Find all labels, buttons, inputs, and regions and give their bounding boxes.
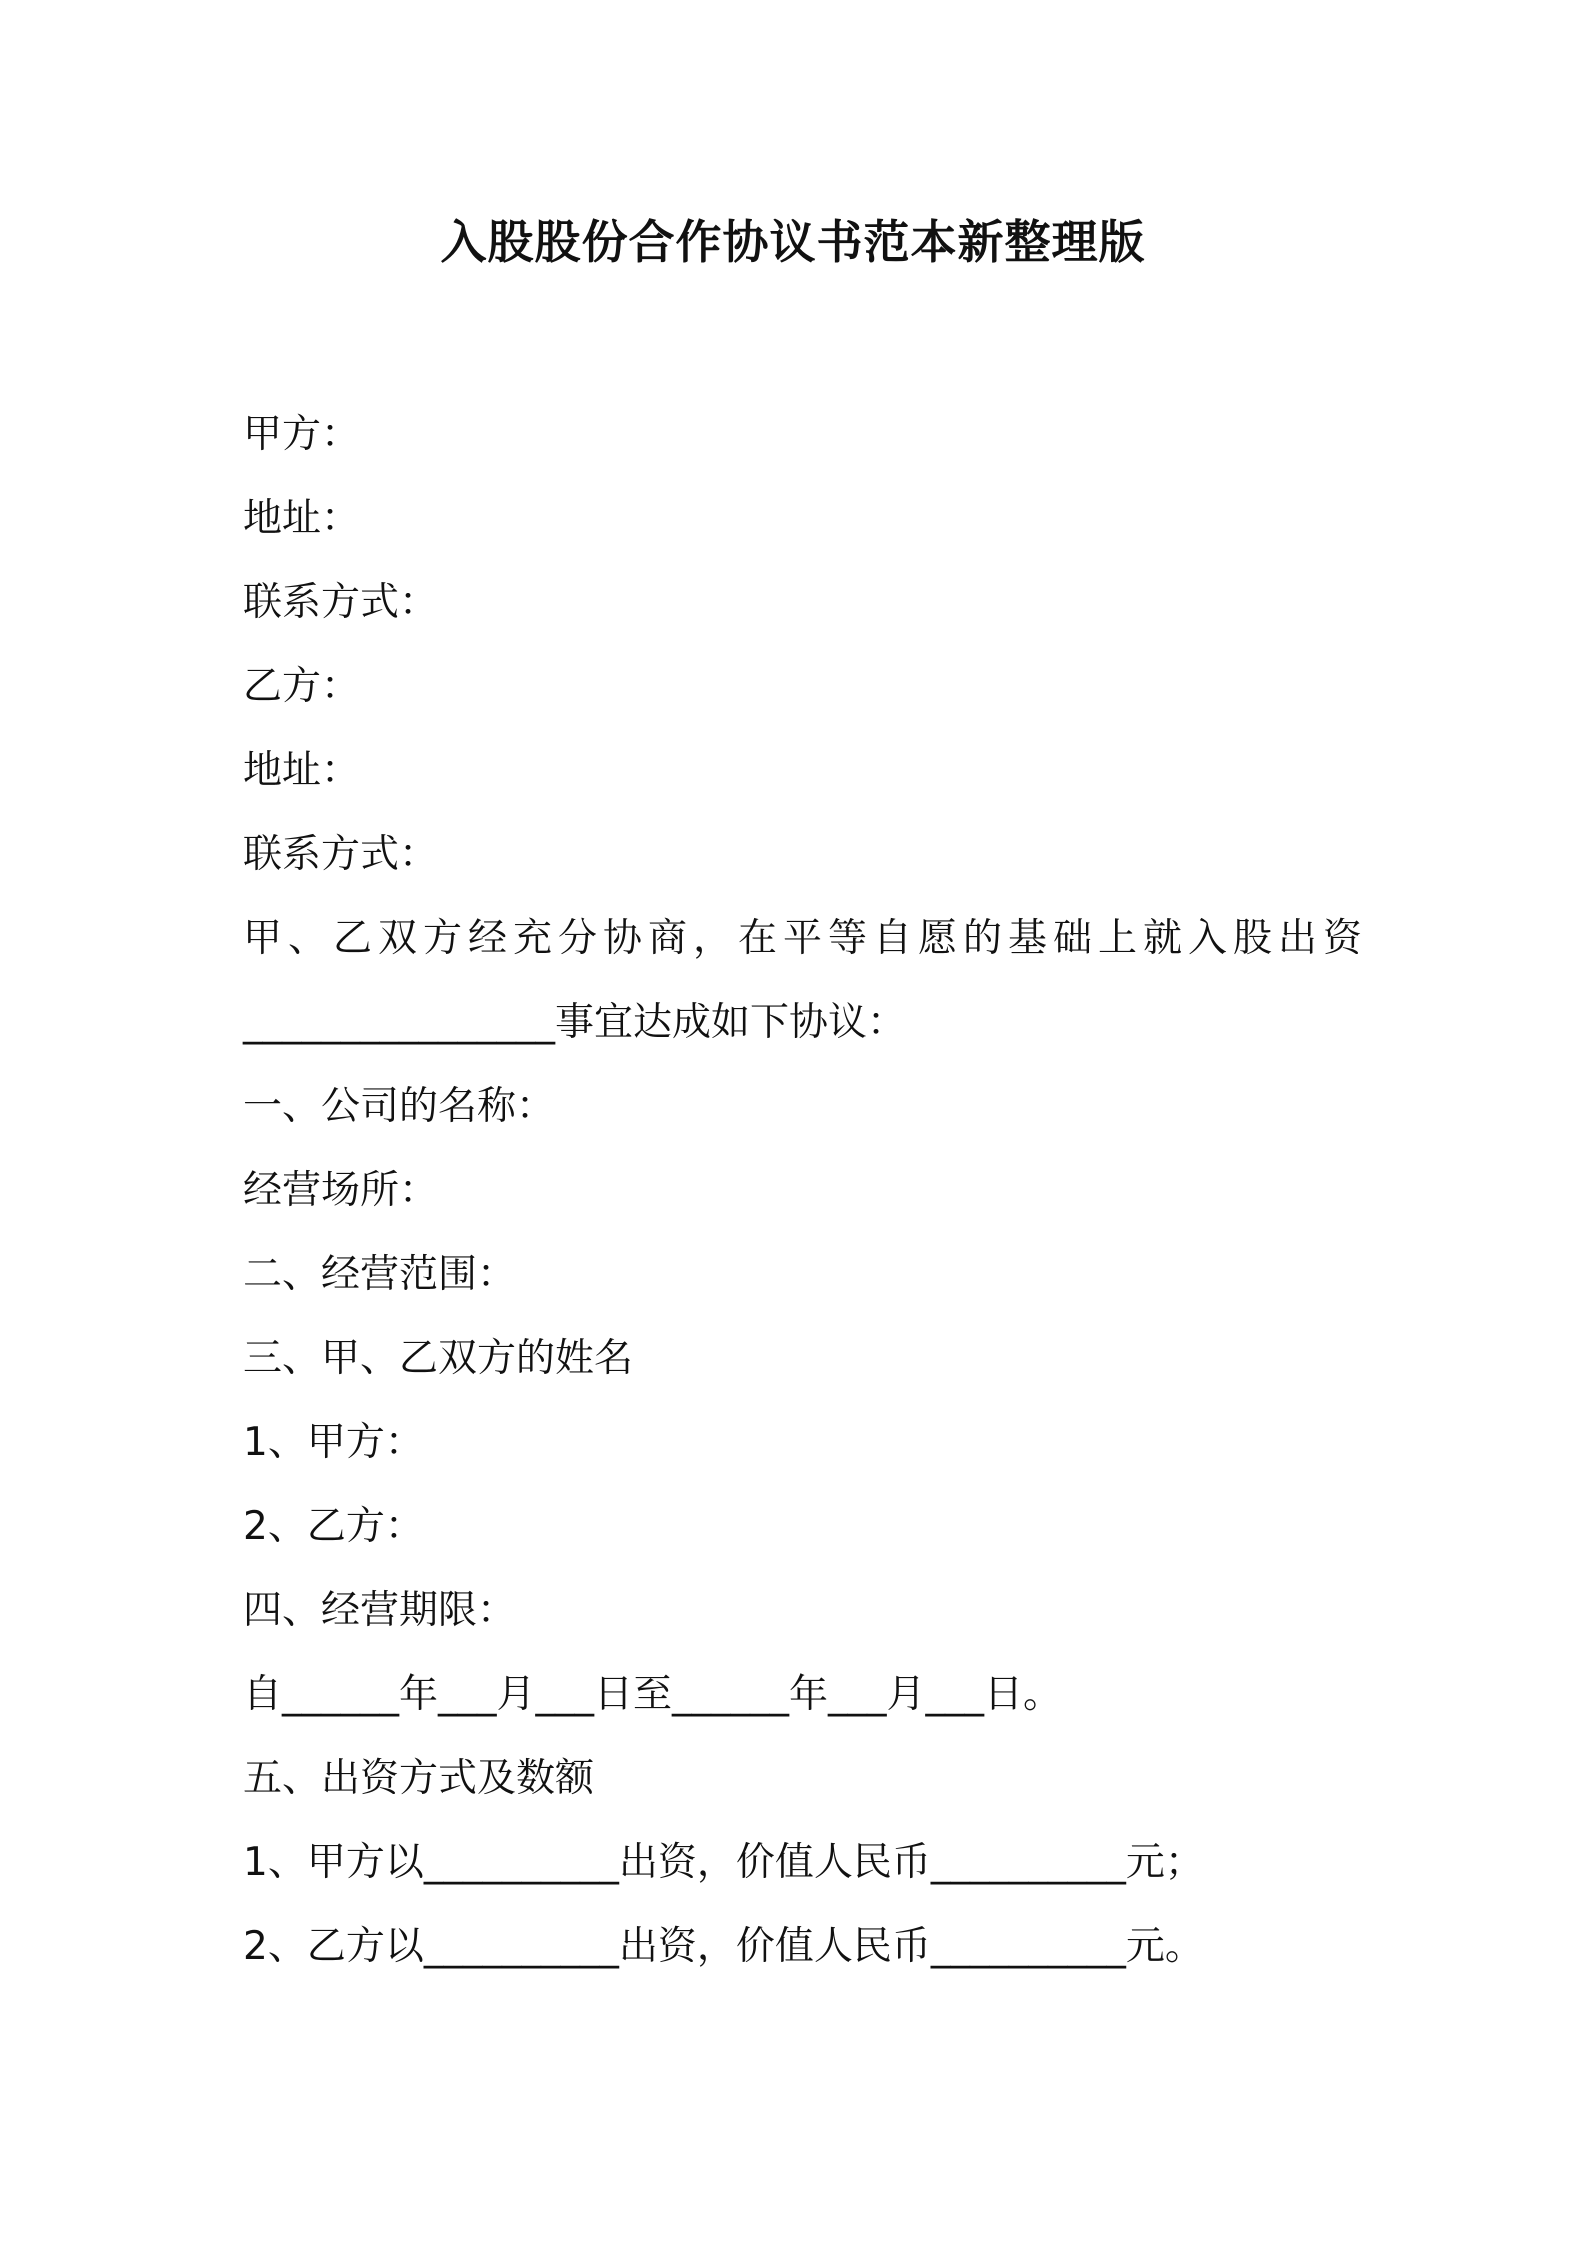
agreement-intro-line: 甲、乙双方经充分协商，在平等自愿的基础上就入股出资 [243, 916, 1369, 961]
party-b-contact-label: 联系方式： [243, 832, 439, 877]
party-b-name-item: 2、乙方： [243, 1504, 424, 1549]
section-3-party-names: 三、甲、乙双方的姓名 [243, 1336, 634, 1381]
party-a-contribution-item: 1、甲方以__________出资，价值人民币__________元； [243, 1840, 1204, 1885]
party-a-address-label: 地址： [243, 496, 361, 541]
party-b-address-label: 地址： [243, 748, 361, 793]
party-a-label: 甲方： [243, 412, 361, 457]
section-1-company-name: 一、公司的名称： [243, 1084, 556, 1129]
document-body [243, 405, 1383, 2001]
section-4-business-term: 四、经营期限： [243, 1588, 517, 1633]
agreement-intro-continuation: ________________事宜达成如下协议： [243, 1000, 907, 1045]
party-b-label: 乙方： [243, 664, 361, 709]
business-premises-label: 经营场所： [243, 1168, 439, 1213]
document-title: 入股股份合作协议书范本新整理版 [440, 215, 1146, 269]
section-5-contribution: 五、出资方式及数额 [243, 1756, 595, 1801]
section-2-business-scope: 二、经营范围： [243, 1252, 517, 1297]
term-date-range: 自______年___月___日至______年___月___日。 [243, 1672, 1063, 1717]
party-a-name-item: 1、甲方： [243, 1420, 424, 1465]
party-a-contact-label: 联系方式： [243, 580, 439, 625]
party-b-contribution-item: 2、乙方以__________出资，价值人民币__________元。 [243, 1924, 1204, 1969]
